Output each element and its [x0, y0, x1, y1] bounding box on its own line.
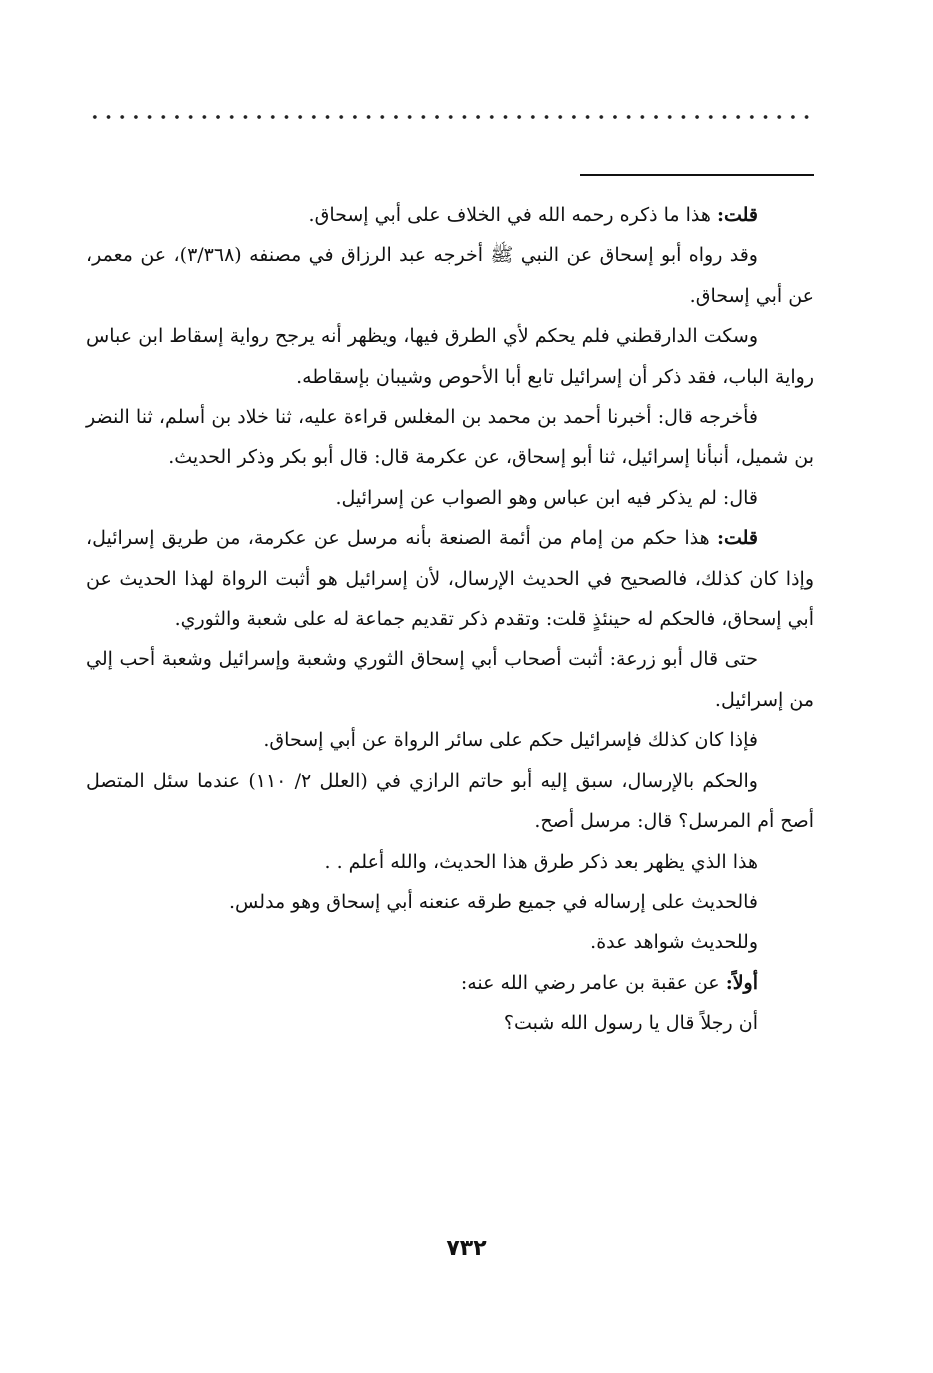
- dotted-separator: [88, 114, 814, 120]
- paragraph-text: وللحديث شواهد عدة.: [590, 931, 758, 954]
- paragraph-3: [86, 316, 814, 397]
- paragraph-9: [86, 761, 814, 842]
- paragraph-6: [86, 518, 814, 639]
- paragraph-text: فالحديث على إرساله في جميع طرقه عنعنه أبي إسحاق وهو مدلس.: [229, 890, 758, 913]
- paragraph-text: عن عقبة بن عامر رضي الله عنه:: [460, 971, 726, 994]
- page-number: ٧٣٢: [446, 1236, 487, 1261]
- paragraph-7: [86, 639, 814, 720]
- paragraph-4: [86, 397, 814, 478]
- page-body: [86, 195, 814, 1044]
- paragraph-lead: قلت:: [716, 527, 758, 550]
- paragraph-5: [86, 478, 814, 518]
- paragraph-12: [86, 922, 814, 962]
- paragraph-text: وقد رواه أبو إسحاق عن النبي ﷺ أخرجه عبد الرزاق في مصنفه (٣/٣٦٨)، عن معمر، عن أبي إسحاق.: [86, 244, 814, 307]
- paragraph-lead: قلت:: [716, 204, 758, 226]
- paragraph-text: هذا ما ذكره رحمه الله في الخلاف على أبي إسحاق.: [308, 204, 717, 226]
- footnote-rule: [580, 174, 814, 176]
- paragraph-text: أن رجلاً قال يا رسول الله شبت؟: [503, 1012, 758, 1035]
- paragraph-text: هذا الذي يظهر بعد ذكر طرق هذا الحديث، والله أعلم . .: [324, 850, 758, 873]
- paragraph-text: هذا حكم من إمام من أئمة الصنعة بأنه مرسل عن عكرمة، من طريق إسرائيل، وإذا كان كذلك، فالصحيح في الحديث الإرسال، لأن إسرائيل هو أثبت الرواة لهذا الحديث عن أبي إسحاق، فالحكم له حينئذٍ قلت: وتقدم ذكر تقديم جماعة له على شعبة والثوري.: [86, 527, 814, 631]
- paragraph-2: [86, 235, 814, 316]
- paragraph-lead: أولاً:: [725, 971, 758, 994]
- paragraph-text: فأخرجه قال: أخبرنا أحمد بن محمد بن المغلس قراءة عليه، ثنا خلاد بن أسلم، ثنا النضر بن شميل، أنبأنا إسرائيل، ثنا أبو إسحاق، عن عكرمة قال: قال أبو بكر وذكر الحديث.: [86, 406, 814, 469]
- paragraph-text: حتى قال أبو زرعة: أثبت أصحاب أبي إسحاق الثوري وشعبة وإسرائيل وشعبة أحب إلي من إسرائيل.: [86, 648, 814, 711]
- paragraph-13: [86, 963, 814, 1003]
- paragraph-14: [86, 1003, 814, 1043]
- paragraph-8: [86, 720, 814, 760]
- paragraph-11: [86, 882, 814, 922]
- paragraph-text: وسكت الدارقطني فلم يحكم لأي الطرق فيها، ويظهر أنه يرجح رواية إسقاط ابن عباس رواية الباب، فقد ذكر أن إسرائيل تابع أبا الأحوص وشيبان بإسقاطه.: [86, 325, 814, 388]
- paragraph-text: فإذا كان كذلك فإسرائيل حكم على سائر الرواة عن أبي إسحاق.: [263, 729, 758, 752]
- paragraph-text: والحكم بالإرسال، سبق إليه أبو حاتم الرازي في (العلل ٢/ ١١٠) عندما سئل المتصل أصح أم المرسل؟ قال: مرسل أصح.: [86, 769, 814, 833]
- paragraph-1: [86, 195, 814, 235]
- paragraph-text: قال: لم يذكر فيه ابن عباس وهو الصواب عن إسرائيل.: [335, 486, 758, 509]
- paragraph-10: [86, 842, 814, 882]
